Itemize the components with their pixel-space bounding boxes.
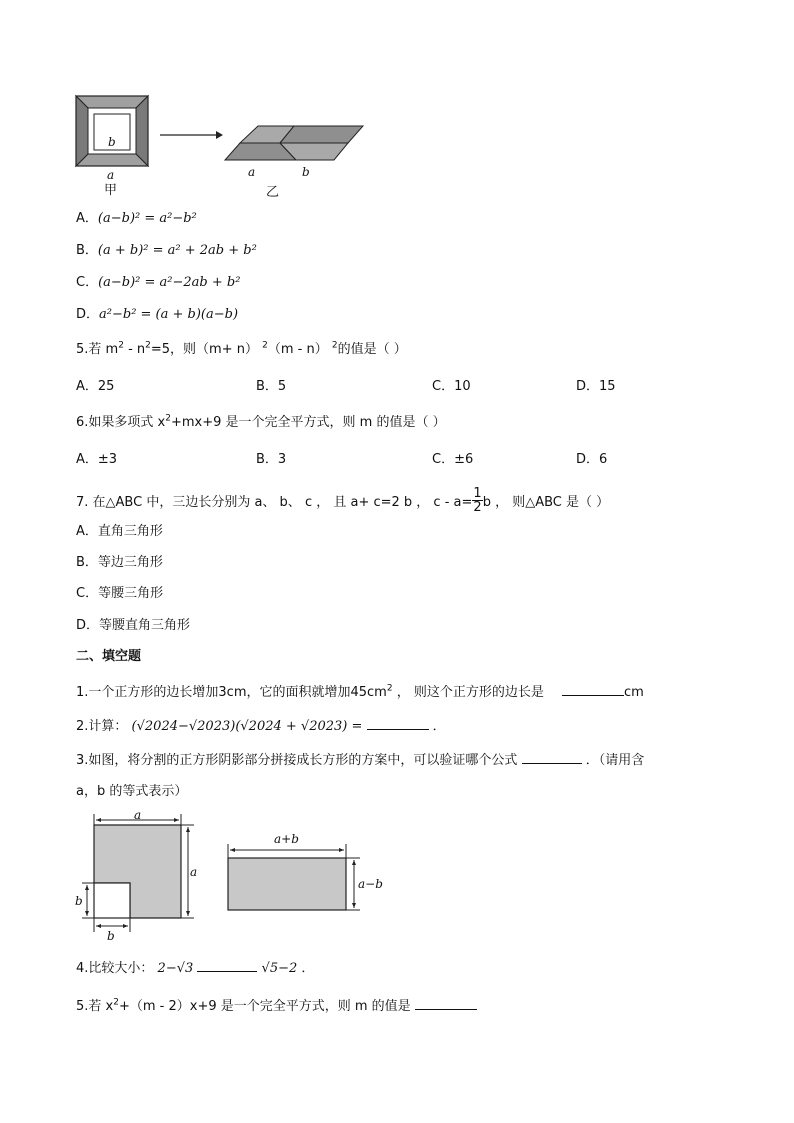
square-label-top-a: a <box>134 808 142 822</box>
label-a-left: a <box>107 168 115 182</box>
q5-option-d: D．15 <box>576 379 616 394</box>
small-square-label-bottom-b: b <box>107 929 115 943</box>
answer-blank-3[interactable] <box>522 749 582 764</box>
rect-label-top: a+b <box>274 832 299 846</box>
framed-square <box>76 96 148 166</box>
q4-option-d: D．a²−b² = (a + b)(a−b) <box>76 307 239 322</box>
question-7: 7. 在△ABC 中，三边长分别为 a、 b、 c ， 且 a+ c=2 b ， c - a= $\frac{1}{2}$ b ， 则△ABC 是（ ） <box>76 485 610 515</box>
label-b-parallelogram: b <box>302 165 310 179</box>
q7-option-c: C．等腰三角形 <box>76 586 164 601</box>
parallelogram <box>225 126 363 160</box>
q6-option-b: B．3 <box>256 452 287 467</box>
label-a-parallelogram: a <box>248 165 256 179</box>
caption-yi: 乙 <box>266 185 280 200</box>
q4-option-c: C．(a−b)² = a²−2ab + b² <box>76 275 241 290</box>
q6-option-d: D．6 <box>576 452 608 467</box>
figure-square-to-parallelogram <box>70 90 380 205</box>
figure-square-to-rectangle <box>70 808 390 943</box>
fraction-one-half: $\frac{1}{2}$ <box>473 485 482 515</box>
section-title-fill-in: 二、填空题 <box>76 649 142 664</box>
fill-question-1: 1.一个正方形的边长增加3cm，它的面积就增加$45cm^2$ ， 则这个正方形的边长是 cm <box>76 681 644 700</box>
fill-question-3: 3.如图，将分割的正方形阴影部分拼接成长方形的方案中，可以验证哪个公式 ．（请用含 <box>76 749 644 768</box>
q5-option-c: C．10 <box>432 379 471 394</box>
caption-jia: 甲 <box>104 183 118 198</box>
answer-blank-2[interactable] <box>367 715 429 730</box>
answer-blank-1[interactable] <box>562 681 624 696</box>
q5-option-a: A．25 <box>76 379 115 394</box>
answer-blank-5[interactable] <box>415 995 477 1010</box>
fill-question-4: 4.比较大小： 2−√3 √5−2 ． <box>76 957 314 976</box>
q5-option-b: B．5 <box>256 379 287 394</box>
answer-blank-4[interactable] <box>197 957 257 972</box>
q7-option-d: D．等腰直角三角形 <box>76 618 191 633</box>
question-5: 5.若 $m^2 - n^2=5$，则（m+ n） $^2$（m - n） $^2$的值是（ ） <box>76 340 407 357</box>
q6-option-c: C．±6 <box>432 452 474 467</box>
q6-option-a: A．±3 <box>76 452 118 467</box>
fill-question-5: 5.若 $x^2+(m - 2)x+9$ 是一个完全平方式，则 m 的值是 <box>76 995 477 1014</box>
small-square-label-left-b: b <box>75 894 83 908</box>
question-6: 6.如果多项式 $x^2+mx+9$ 是一个完全平方式，则 m 的值是（ ） <box>76 413 446 430</box>
q7-option-a: A．直角三角形 <box>76 524 163 539</box>
q7-option-b: B．等边三角形 <box>76 555 163 570</box>
q4-option-b: B．(a + b)² = a² + 2ab + b² <box>76 243 257 258</box>
fill-question-3-cont: a，b 的等式表示） <box>76 784 188 799</box>
label-b-inner: b <box>108 135 116 149</box>
q4-option-a: A．(a−b)² = a²−b² <box>76 211 197 226</box>
fill-question-2: 2.计算： (√2024−√2023)(√2024 + √2023) = ． <box>76 715 446 734</box>
rect-label-right: a−b <box>358 877 383 891</box>
square-label-right-a: a <box>190 865 198 879</box>
